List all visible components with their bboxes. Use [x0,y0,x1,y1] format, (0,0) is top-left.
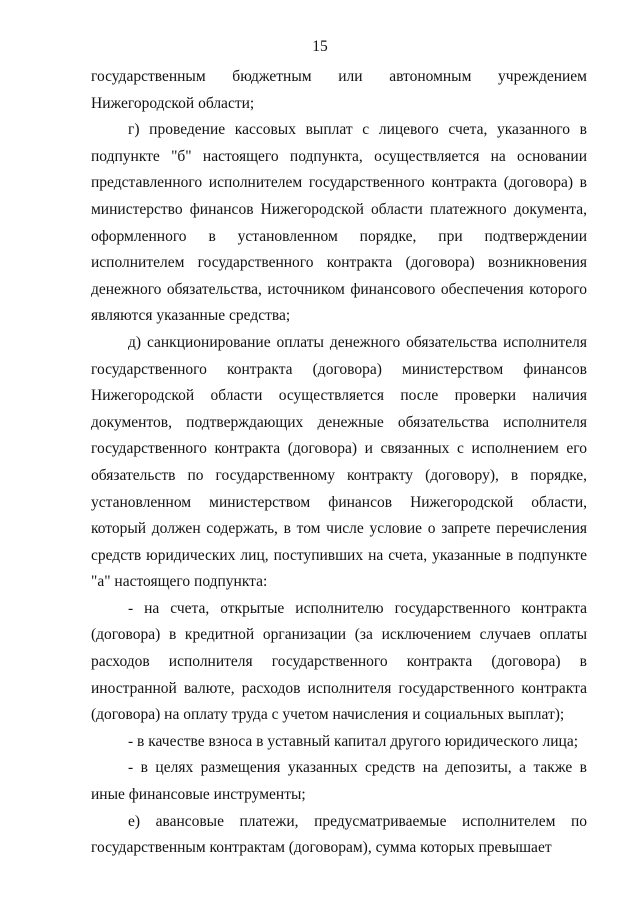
paragraph-bullet-deposits: - в целях размещения указанных средств на депозиты, а также в иные финансовые инструменты; [91,759,587,804]
document-body [91,64,587,862]
paragraph-item-g: г) проведение кассовых выплат с лицевого счета, указанного в подпункте "б" настоящего подпункта, осуществляется на основании представленного исполнителем государственного контракта (договора) в министерство финансов Нижегородской области платежного документа, оформленного в установленном порядке, при подтверждении исполнителем государственного контракта (договора) возникновения денежного обязательства, источником финансового обеспечения которого являются указанные средства; [91,121,587,325]
paragraph-bullet-capital: - в качестве взноса в уставный капитал другого юридического лица; [128,732,579,750]
paragraph-continuation: государственным бюджетным или автономным учреждением Нижегородской области; [91,68,587,112]
paragraph-bullet-accounts: - на счета, открытые исполнителю государственного контракта (договора) в кредитной организации (за исключением случаев оплаты расходов исполнителя государственного контракта (договора) в иностранной валюте, расходов исполнителя государственного контракта (договора) на оплату труда с учетом начисления и социальных выплат); [91,599,587,724]
paragraph-item-d: д) санкционирование оплаты денежного обязательства исполнителя государственного контракта (договора) министерством финансов Нижегородской области осуществляется после проверки наличия документов, подтверждающих денежные обязательства исполнителя государственного контракта (договора) и связанных с исполнением его обязательств по государственному контракту (договору), в порядке, установленном министерством финансов Нижегородской области, который должен содержать, в том числе условие о запрете перечисления средств юридических лиц, поступивших на счета, указанные в подпункте "а" настоящего подпункта: [91,333,587,591]
paragraph-item-e: е) авансовые платежи, предусматриваемые исполнителем по государственным контрактам (договорам), сумма которых превышает [91,812,587,857]
page-number: 15 [312,38,328,55]
